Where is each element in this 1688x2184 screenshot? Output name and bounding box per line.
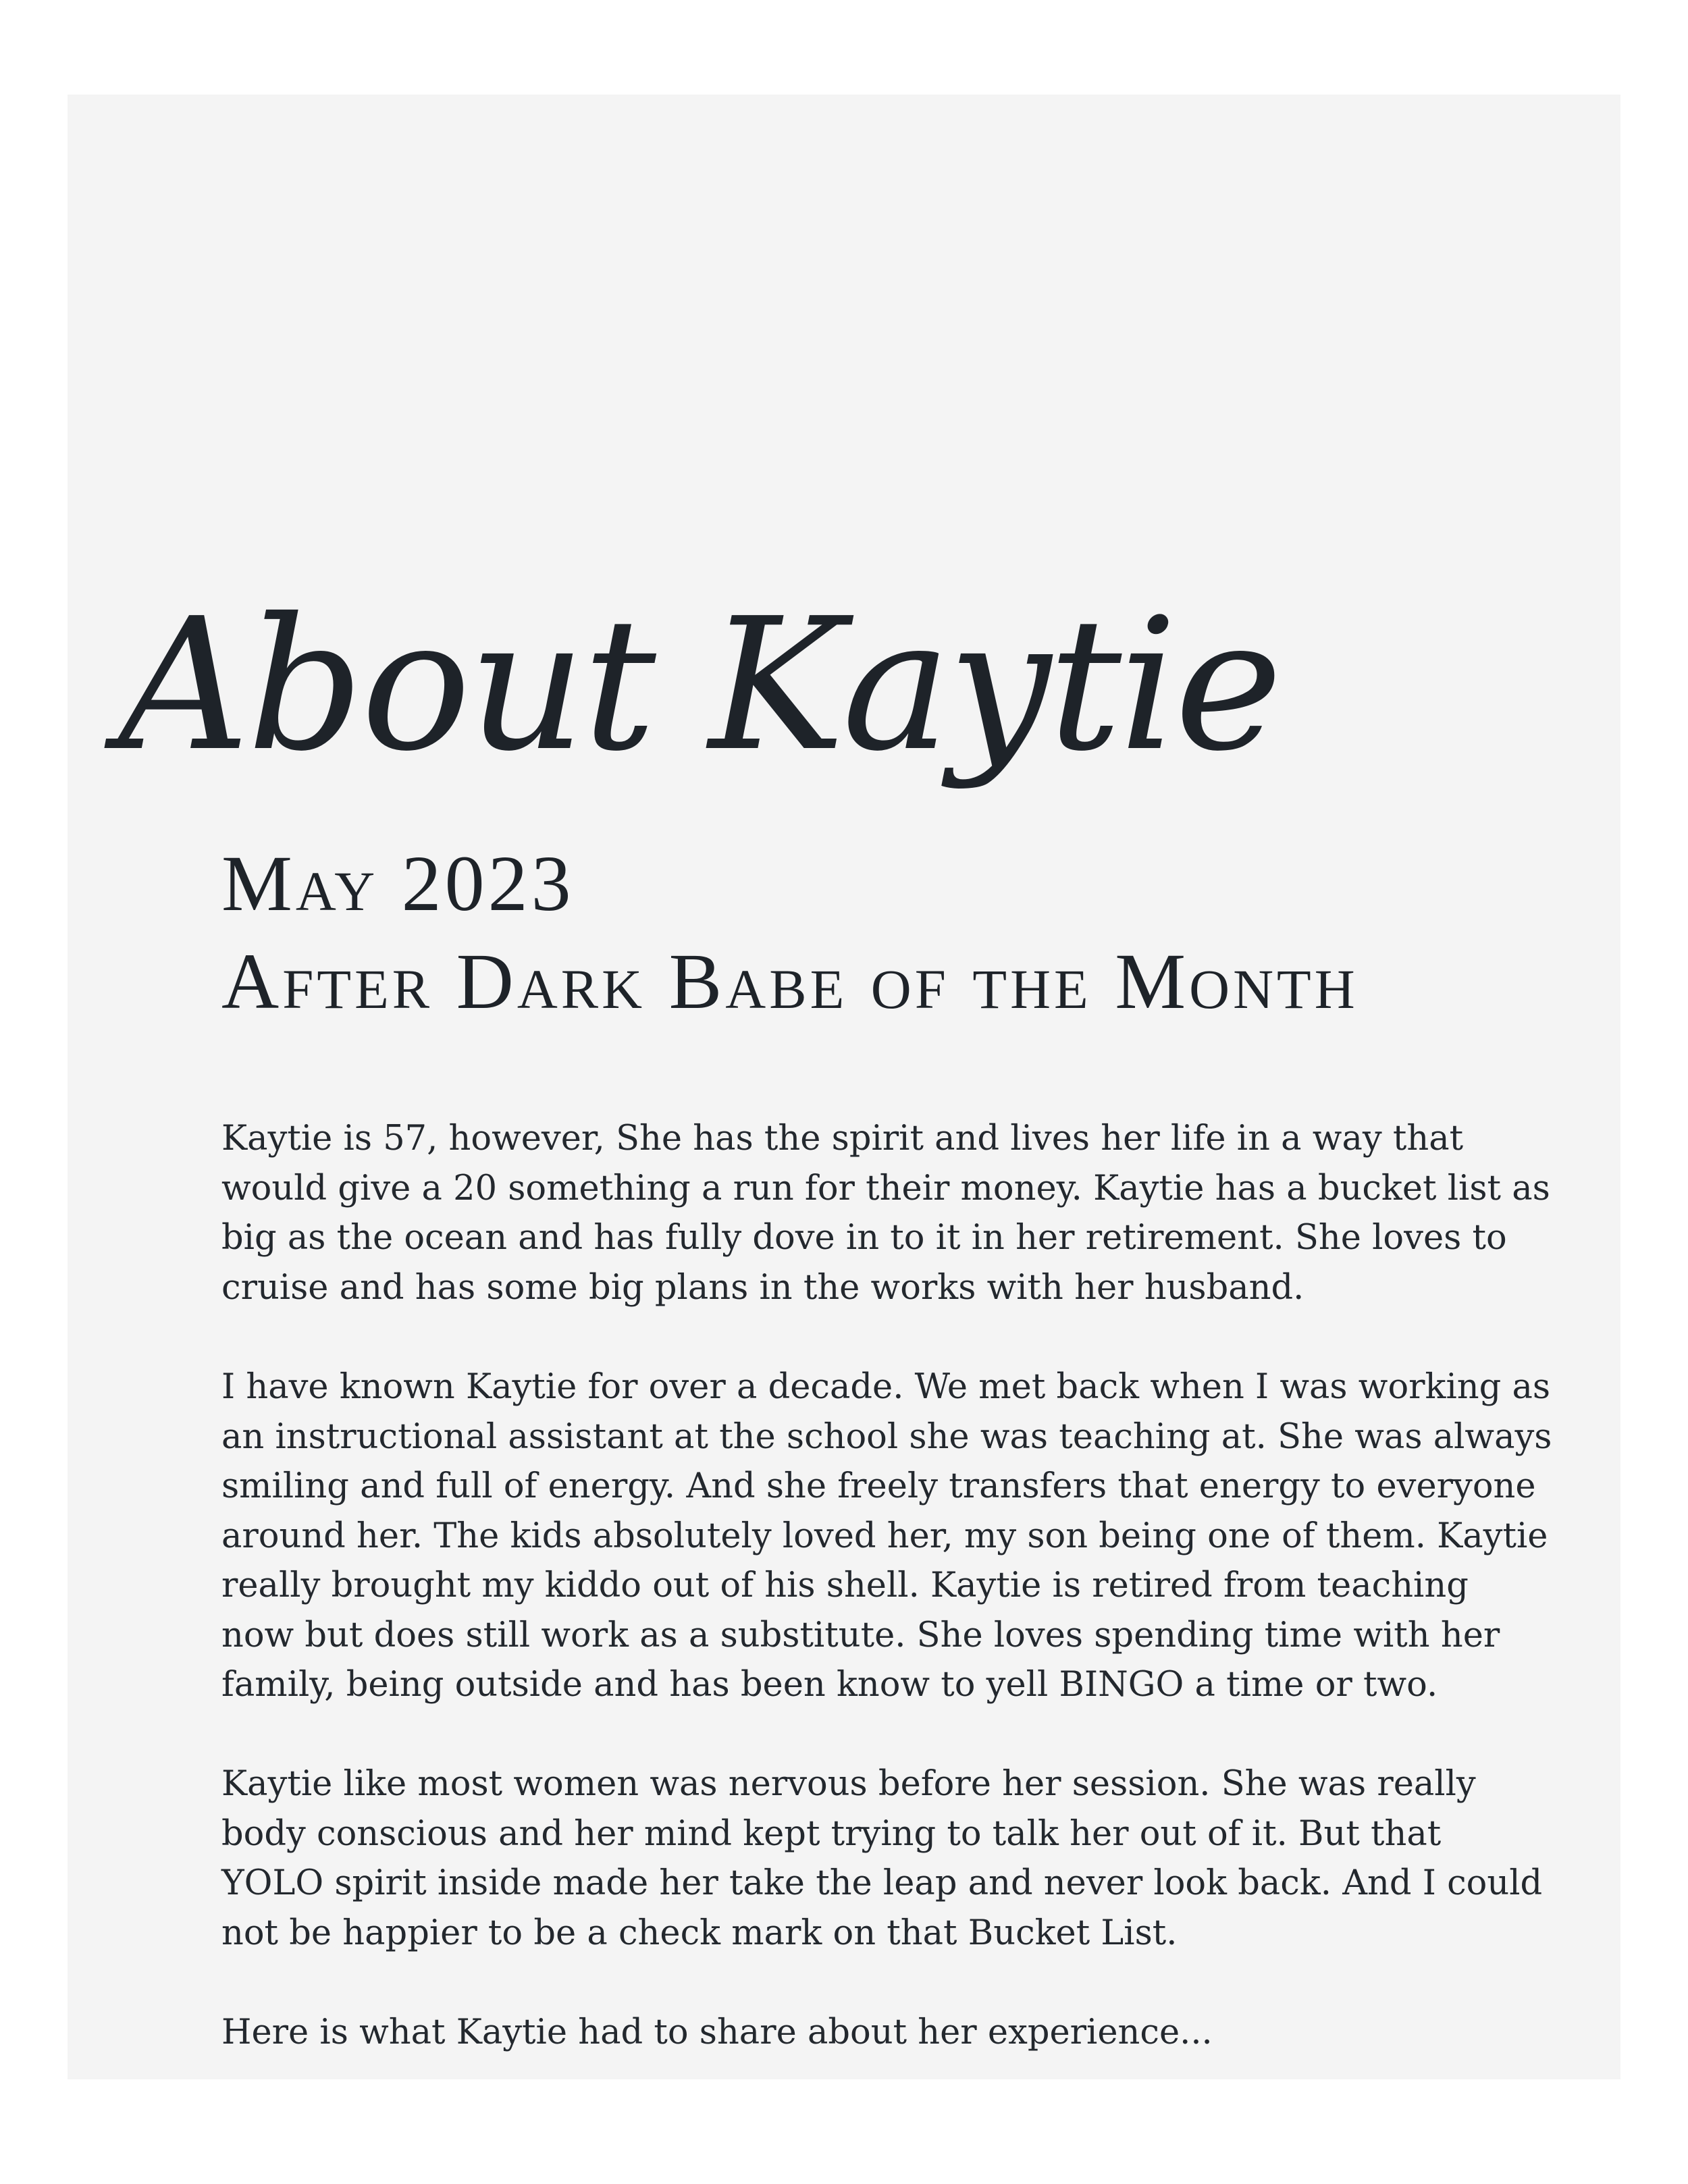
paragraph-line: Here is what Kaytie had to share about her experience...	[221, 2013, 1213, 2052]
paragraph-history	[221, 1362, 1552, 1710]
paragraph-intro	[221, 1114, 1550, 1312]
issue-date: May 2023	[221, 839, 575, 928]
paragraph-line: would give a 20 something a run for their money. Kaytie has a bucket list as	[221, 1168, 1550, 1208]
paragraph-line: an instructional assistant at the school she was teaching at. She was always	[221, 1416, 1552, 1457]
paragraph-line: Kaytie is 57, however, She has the spirit and lives her life in a way that	[221, 1119, 1464, 1158]
paragraph-line: family, being outside and has been know to yell BINGO a time or two.	[221, 1665, 1438, 1705]
paragraph-line: big as the ocean and has fully dove in to it in her retirement. She loves to	[221, 1218, 1507, 1258]
paragraph-closing	[221, 2008, 1511, 2058]
paragraph-line: cruise and has some big plans in the works with her husband.	[221, 1267, 1304, 1308]
paragraph-line: YOLO spirit inside made her take the leap and never look back. And I could	[221, 1863, 1543, 1903]
page-title: About Kaytie	[118, 579, 1280, 791]
paragraph-line: body conscious and her mind kept trying to talk her out of it. But that	[221, 1813, 1442, 1854]
paragraph-session	[221, 1759, 1543, 1958]
paragraph-line: around her. The kids absolutely loved her, my son being one of them. Kaytie	[221, 1516, 1548, 1556]
paragraph-line: Kaytie like most women was nervous before her session. She was really	[221, 1764, 1476, 1804]
paragraph-line: not be happier to be a check mark on that Bucket List.	[221, 1913, 1178, 1953]
paragraph-line: really brought my kiddo out of his shell. Kaytie is retired from teaching	[221, 1566, 1469, 1605]
paragraph-line: I have known Kaytie for over a decade. We met back when I was working as	[221, 1367, 1551, 1407]
award-heading: After Dark Babe of the Month	[221, 937, 1359, 1026]
paragraph-line: now but does still work as a substitute. She loves spending time with her	[221, 1615, 1500, 1655]
paragraph-line: smiling and full of energy. And she freely transfers that energy to everyone	[221, 1466, 1536, 1506]
